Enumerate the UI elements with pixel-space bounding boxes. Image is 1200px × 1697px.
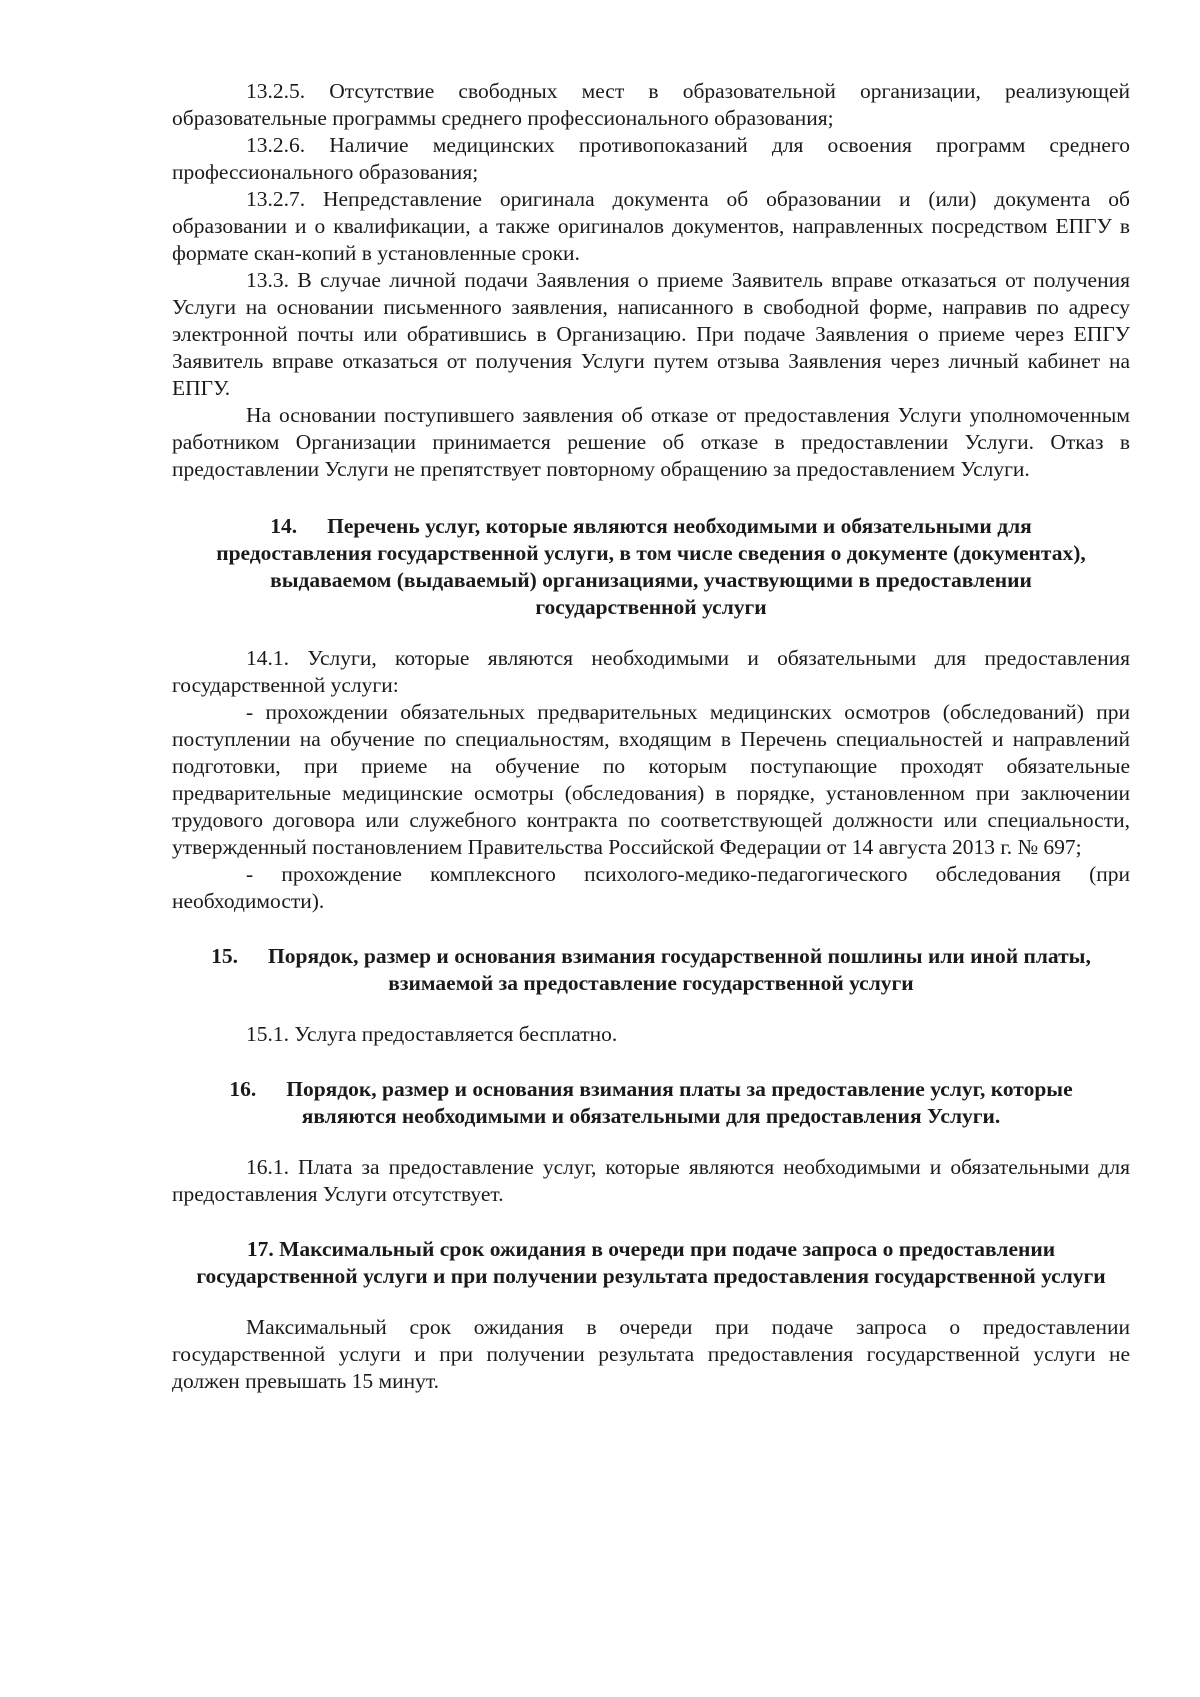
section-17-heading: 17. Максимальный срок ожидания в очереди при подаче запроса о предоставлении государственной услуги и при получении результата предоставления государственной услуги <box>196 1237 1106 1288</box>
section-14-heading <box>172 513 1130 621</box>
paragraph-14-1: 14.1. Услуги, которые являются необходимыми и обязательными для предоставления государственной услуги: <box>172 646 1130 697</box>
section-16-heading <box>172 1076 1130 1130</box>
section-16-title: Порядок, размер и основания взимания платы за предоставление услуг, которые являются необходимыми и обязательными для предоставления Услуги. <box>286 1077 1073 1128</box>
paragraph-refusal-decision: На основании поступившего заявления об отказе от предоставления Услуги уполномоченным работником Организации принимается решение об отказе в предоставлении Услуги. Отказ в предоставлении Услуги не препятствует повторному обращению за предоставлением Услуги. <box>172 403 1130 481</box>
section-17 <box>172 1236 1130 1395</box>
section-15-number: 15. <box>211 944 239 968</box>
section-15-title: Порядок, размер и основания взимания государственной пошлины или иной платы, взимаемой за предоставление государственной услуги <box>268 944 1091 995</box>
paragraph-13-3: 13.3. В случае личной подачи Заявления о приеме Заявитель вправе отказаться от получения Услуги на основании письменного заявления, написанного в свободной форме, направив по адресу электронной почты или обратившись в Организацию. При подаче Заявления о приеме через ЕПГУ Заявитель вправе отказаться от получения Услуги путем отзыва Заявления через личный кабинет на ЕПГУ. <box>172 268 1130 400</box>
paragraph-13-2-5: 13.2.5. Отсутствие свободных мест в образовательной организации, реализующей образовательные программы среднего профессионального образования; <box>172 79 1130 130</box>
section-14-title: Перечень услуг, которые являются необходимыми и обязательными для предоставления государственной услуги, в том числе сведения о документе (документах), выдаваемом (выдаваемый) организациями, участвующими в предоставлении государственной услуги <box>216 514 1086 619</box>
paragraph-17: Максимальный срок ожидания в очереди при подаче запроса о предоставлении государственной услуги и при получении результата предоставления государственной услуги не должен превышать 15 минут. <box>172 1315 1130 1393</box>
paragraph-14-medical: - прохождении обязательных предварительных медицинских осмотров (обследований) при поступлении на обучение по специальностям, входящим в Перечень специальностей и направлений подготовки, при приеме на обучение по которым поступающие проходят обязательные предварительные медицинские осмотры (обследования) в порядке, установленном при заключении трудового договора или служебного контракта по соответствующей должности или специальности, утвержденный постановлением Правительства Российской Федерации от 14 августа 2013 г. № 697; <box>172 700 1130 859</box>
section-15-heading <box>172 943 1130 997</box>
document-page <box>172 78 1130 1395</box>
paragraph-15-1: 15.1. Услуга предоставляется бесплатно. <box>246 1022 618 1046</box>
paragraph-13-2-7: 13.2.7. Непредставление оригинала документа об образовании и (или) документа об образовании и о квалификации, а также оригиналов документов, направленных посредством ЕПГУ в формате скан-копий в установленные сроки. <box>172 187 1130 265</box>
section-14 <box>172 513 1130 915</box>
section-16 <box>172 1076 1130 1208</box>
paragraph-13-2-6: 13.2.6. Наличие медицинских противопоказаний для освоения программ среднего профессионального образования; <box>172 133 1130 184</box>
section-16-number: 16. <box>229 1077 257 1101</box>
paragraph-14-pmpk: - прохождение комплексного психолого-медико-педагогического обследования (при необходимости). <box>172 862 1130 913</box>
paragraph-16-1: 16.1. Плата за предоставление услуг, которые являются необходимыми и обязательными для предоставления Услуги отсутствует. <box>172 1155 1130 1206</box>
section-15 <box>172 943 1130 1048</box>
section-14-number: 14. <box>270 514 298 538</box>
